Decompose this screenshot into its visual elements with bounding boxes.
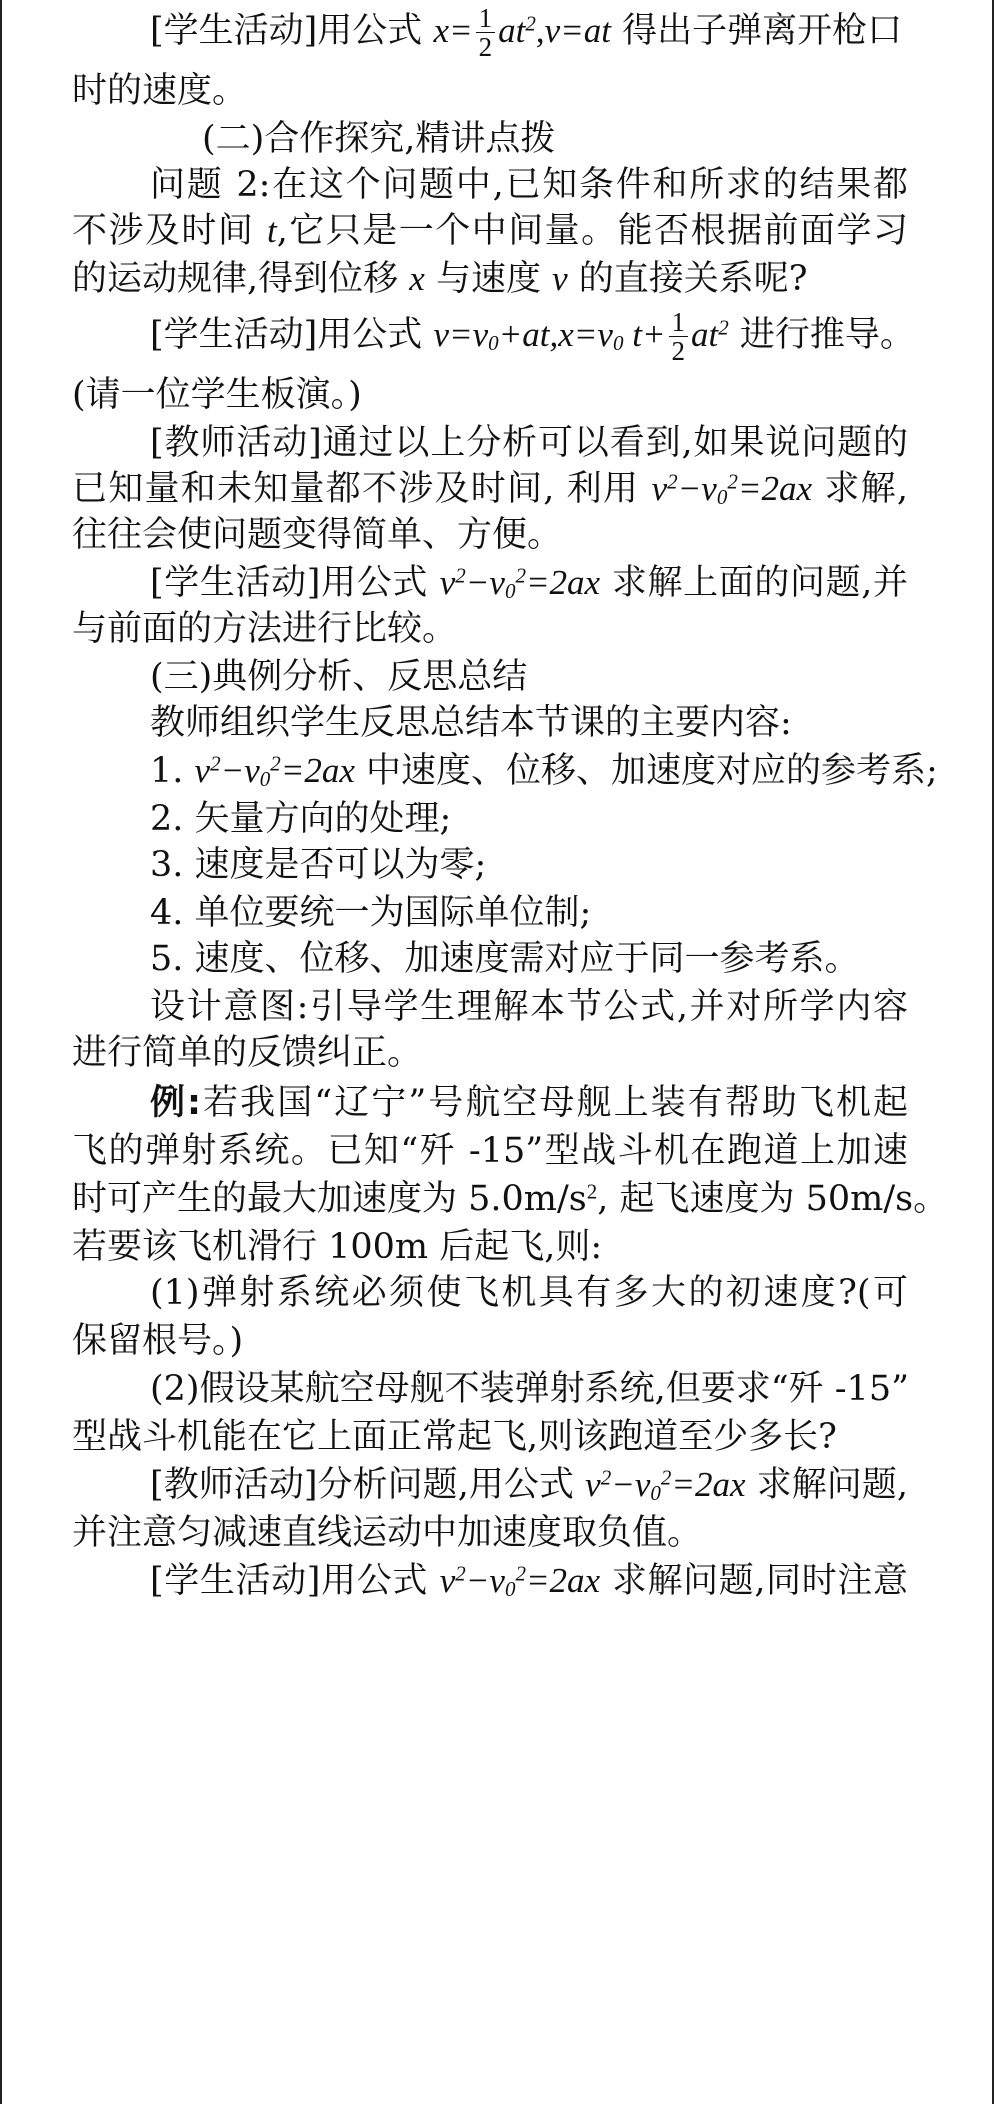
example-line-8: 型战斗机能在它上面正常起飞,则该跑道至少多长? (72, 1417, 837, 1457)
text-line-5: 不涉及时间 t,它只是一个中间量。能否根据前面学习 (72, 211, 908, 251)
text-line-15: 教师组织学生反思总结本节课的主要内容: (150, 703, 792, 743)
example-line-4: 若要该飞机滑行 100m 后起飞,则: (72, 1227, 603, 1267)
text-line-12: [学生活动]用公式 $v^2-v_0^2=2ax$ 求解上面的问题,并 (150, 563, 908, 604)
text-line-9: [教师活动]通过以上分析可以看到,如果说问题的 (150, 423, 908, 463)
summary-item-1: 1. $v^2-v_0^2=2ax$ 中速度、位移、加速度对应的参考系; (150, 751, 938, 792)
fraction-one-half: $\frac{1}{2}$ (476, 4, 496, 61)
text-line-13: 与前面的方法进行比较。 (72, 609, 458, 649)
text-line-11: 往往会使问题变得简单、方便。 (72, 515, 563, 555)
summary-item-5: 5. 速度、位移、加速度需对应于同一参考系。 (150, 939, 860, 979)
example-question-2: (2)假设某航空母舰不装弹射系统,但要求“歼 -15” (150, 1369, 909, 1409)
section-heading-3: (三)典例分析、反思总结 (150, 657, 528, 697)
example-line-1: 例:若我国“辽宁”号航空母舰上装有帮助飞机起 (150, 1083, 908, 1123)
text-line-22: 进行简单的反馈纠正。 (72, 1033, 423, 1073)
text-line-8: (请一位学生板演。) (72, 375, 362, 415)
text-line-6: 的运动规律,得到位移 x 与速度 v 的直接关系呢? (72, 259, 808, 299)
text-line-32: 并注意匀减速直线运动中加速度取负值。 (72, 1513, 703, 1553)
text-line-10: 已知量和未知量都不涉及时间, 利用 $v^2-v_0^2=2ax$ 求解, (72, 469, 908, 510)
text-line-21: 设计意图:引导学生理解本节公式,并对所学内容 (150, 987, 908, 1027)
formula-x-half-at2: x= (433, 11, 473, 50)
example-line-2: 飞的弹射系统。已知“歼 -15”型战斗机在跑道上加速 (72, 1131, 908, 1171)
formula-v-at: v=at (544, 11, 611, 50)
section-heading-2: (二)合作探究,精讲点拨 (202, 119, 556, 159)
text-line-33: [学生活动]用公式 $v^2-v_0^2=2ax$ 求解问题,同时注意 (150, 1561, 908, 1602)
fraction-one-half-2: $\frac{1}{2}$ (669, 308, 689, 365)
example-label: 例: (150, 1083, 202, 1123)
text-line-2: 时的速度。 (72, 71, 248, 111)
text-line-4: 问题 2:在这个问题中,已知条件和所求的结果都 (150, 165, 908, 205)
text-line-7: [学生活动]用公式 $v=v_0+at,x=v_0$ t+ $\frac{1}{2}$ $at^2$ 进行推导。 (150, 307, 915, 366)
summary-item-2: 2. 矢量方向的处理; (150, 799, 452, 839)
formula-velocity-displacement: $v=v_0+at,x=v_0$ t+ (433, 315, 666, 356)
text-line-31: [教师活动]分析问题,用公式 $v^2-v_0^2=2ax$ 求解问题, (150, 1465, 908, 1506)
example-question-1: (1)弹射系统必须使飞机具有多大的初速度?(可 (150, 1273, 908, 1313)
text-line-1: [学生活动]用公式 x= $\frac{1}{2}$ $at^2,v=at$ 得出子弹离开枪口 (150, 3, 903, 62)
summary-item-4: 4. 单位要统一为国际单位制; (150, 893, 592, 933)
formula-v2-v02-2ax: $v^2-v_0^2=2ax$ (651, 469, 812, 510)
example-line-6: 保留根号。) (72, 1321, 244, 1361)
summary-item-3: 3. 速度是否可以为零; (150, 845, 487, 885)
example-line-3: 时可产生的最大加速度为 $5.0m/s^2$, 起飞速度为 50m/s。 (72, 1179, 949, 1219)
